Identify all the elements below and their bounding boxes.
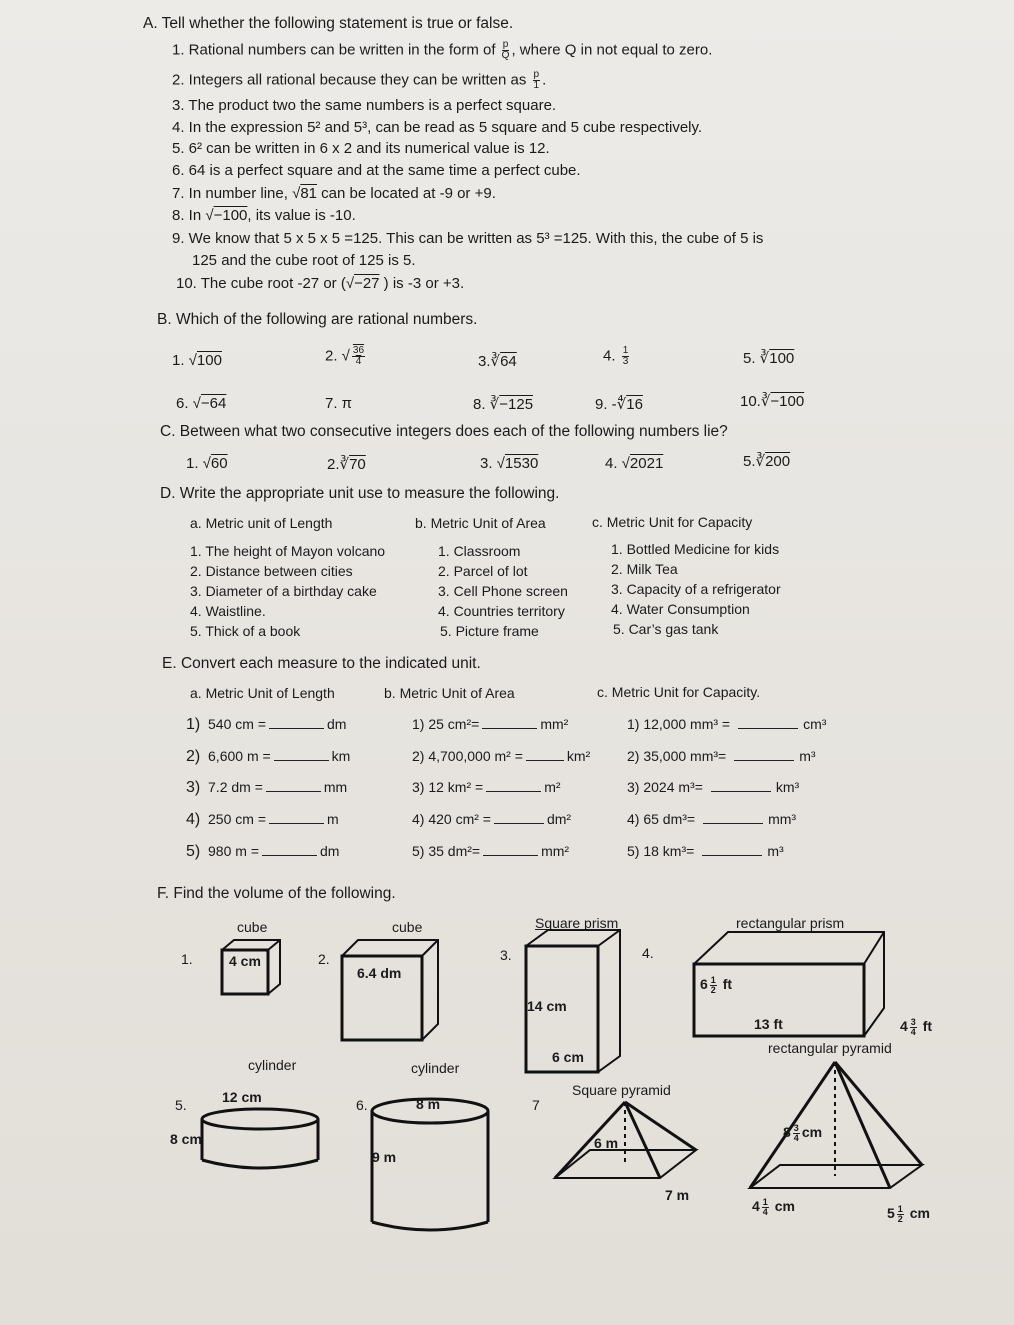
e-col-b-title: b. Metric Unit of Area: [384, 685, 515, 701]
e-b-row-3: 3) 12 km² = m²: [412, 779, 561, 795]
fig3-number: 3.: [500, 947, 512, 963]
fig3-width: 6 cm: [552, 1049, 584, 1065]
d-b-item-5: 5. Picture frame: [440, 623, 539, 639]
fig4-title: rectangular prism: [736, 915, 845, 931]
section-a-header: A. Tell whether the following statement is true or false.: [143, 15, 514, 32]
d-b-item-4: 4. Countries territory: [438, 603, 565, 619]
e-a-row-4: 4) 250 cm = m: [186, 811, 339, 828]
a-item-3: 3. The product two the same numbers is a perfect square.: [172, 97, 557, 114]
d-b-item-3: 3. Cell Phone screen: [438, 583, 568, 599]
e-b-row-1: 1) 25 cm²= mm²: [412, 716, 569, 732]
e-col-a-title: a. Metric Unit of Length: [190, 685, 335, 701]
d-a-item-2: 2. Distance between cities: [190, 563, 353, 579]
b-item-6: 6. √−64: [176, 395, 227, 412]
a-item-4: 4. In the expression 5² and 5³, can be read as 5 square and 5 cube respectively.: [172, 119, 703, 136]
a-item-1: 1. Rational numbers can be written in the form of $\frac{p}{Q}$ , where Q in not equal to zero.: [172, 39, 713, 61]
c-item-2: 2.∛70: [327, 456, 366, 473]
a-item-7: 7. In number line, √81 can be located at -9 or +9.: [172, 185, 496, 202]
e-c-row-4: 4) 65 dm³= mm³: [627, 811, 797, 827]
b-item-1: 1. √100: [172, 352, 222, 369]
fig5-number: 5.: [175, 1097, 187, 1113]
d-c-item-4: 4. Water Consumption: [611, 601, 750, 617]
e-c-row-5: 5) 18 km³= m³: [627, 843, 784, 859]
section-c-header: C. Between what two consecutive integers does each of the following numbers lie?: [160, 423, 728, 440]
d-c-item-3: 3. Capacity of a refrigerator: [611, 581, 781, 597]
fig4-height: 6 $\frac{1}{2}$ ft: [700, 975, 733, 995]
fig1-dim: 4 cm: [229, 953, 261, 969]
fig8-width: 4 $\frac{1}{4}$ cm: [752, 1197, 795, 1217]
fig4-width: 4 $\frac{3}{4}$ ft: [900, 1017, 933, 1037]
fig8-length: 5 $\frac{1}{2}$ cm: [887, 1204, 930, 1224]
e-col-c-title: c. Metric Unit for Capacity.: [597, 684, 761, 700]
fig2-dim: 6.4 dm: [357, 965, 402, 981]
b-item-8: 8. ∛−125: [473, 396, 534, 413]
d-a-item-3: 3. Diameter of a birthday cake: [190, 583, 377, 599]
fig5-title: cylinder: [248, 1057, 297, 1073]
c-item-3: 3. √1530: [480, 455, 539, 472]
fig6-height: 9 m: [372, 1149, 397, 1165]
fig3-title: Square prism: [535, 915, 619, 931]
fig7-number: 7: [532, 1097, 540, 1113]
d-col-a-title: a. Metric unit of Length: [190, 515, 333, 531]
c-item-1: 1. √60: [186, 455, 228, 472]
fig5-diameter: 12 cm: [222, 1089, 262, 1105]
fig6-title: cylinder: [411, 1060, 460, 1076]
a-item-10: 10. The cube root -27 or (√−27 ) is -3 or +3.: [176, 275, 465, 292]
d-a-item-4: 4. Waistline.: [190, 603, 266, 619]
b-item-4: 4. $\frac{1}{3}$: [603, 345, 629, 367]
fig8-height: 8 $\frac{3}{4}$ cm: [783, 1123, 823, 1143]
fig7-height: 6 m: [594, 1135, 619, 1151]
fig3-height: 14 cm: [527, 998, 567, 1014]
a-item-5: 5. 6² can be written in 6 x 2 and its numerical value is 12.: [172, 140, 550, 157]
e-a-row-3: 3) 7.2 dm = mm: [186, 779, 348, 796]
d-b-item-1: 1. Classroom: [438, 543, 521, 559]
rectangular-pyramid-drawing: [750, 1062, 922, 1188]
a-item-9-cont: 125 and the cube root of 125 is 5.: [192, 252, 416, 269]
b-item-10: 10.∛−100: [740, 393, 805, 410]
fig1-number: 1.: [181, 951, 193, 967]
d-col-b-title: b. Metric Unit of Area: [415, 515, 546, 531]
d-a-item-1: 1. The height of Mayon volcano: [190, 543, 386, 559]
c-item-5: 5.∛200: [743, 453, 791, 470]
e-b-row-5: 5) 35 dm²= mm²: [412, 843, 570, 859]
a-item-9: 9. We know that 5 x 5 x 5 =125. This can be written as 5³ =125. With this, the cube of 5 is: [172, 230, 764, 247]
b-item-2: 2. √ $\frac{36}{4}$: [325, 345, 365, 367]
b-item-3: 3.∛64: [478, 353, 517, 370]
fig2-number: 2.: [318, 951, 330, 967]
e-c-row-1: 1) 12,000 mm³ = cm³: [627, 716, 827, 732]
b-item-5: 5. ∛100: [743, 350, 795, 367]
section-e-header: E. Convert each measure to the indicated unit.: [162, 655, 481, 672]
section-f-header: F. Find the volume of the following.: [157, 885, 396, 902]
fig7-base: 7 m: [665, 1187, 690, 1203]
fig6-number: 6.: [356, 1097, 368, 1113]
d-c-item-5: 5. Car’s gas tank: [613, 621, 719, 637]
section-b-header: B. Which of the following are rational numbers.: [157, 311, 478, 328]
square-pyramid-drawing: [555, 1102, 696, 1178]
a-item-8: 8. In √−100, its value is -10.: [172, 207, 356, 224]
e-a-row-1: 1) 540 cm = dm: [186, 716, 347, 733]
fig8-title: rectangular pyramid: [768, 1040, 892, 1056]
fig1-title: cube: [237, 919, 268, 935]
fig6-diameter: 8 m: [416, 1096, 441, 1112]
d-a-item-5: 5. Thick of a book: [190, 623, 301, 639]
section-d-header: D. Write the appropriate unit use to measure the following.: [160, 485, 560, 502]
e-c-row-2: 2) 35,000 mm³= m³: [627, 748, 816, 764]
b-item-7: 7. π: [325, 395, 353, 412]
e-b-row-4: 4) 420 cm² = dm²: [412, 811, 572, 827]
fig4-length: 13 ft: [754, 1016, 783, 1032]
e-c-row-3: 3) 2024 m³= km³: [627, 779, 800, 795]
d-b-item-2: 2. Parcel of lot: [438, 563, 528, 579]
d-col-c-title: c. Metric Unit for Capacity: [592, 514, 753, 530]
a-item-2: 2. Integers all rational because they can be written as $\frac{p}{1}$ .: [172, 69, 547, 91]
fig2-title: cube: [392, 919, 423, 935]
cylinder-5-drawing: [202, 1109, 318, 1168]
fig5-height: 8 cm: [170, 1131, 202, 1147]
d-c-item-2: 2. Milk Tea: [611, 561, 678, 577]
e-a-row-2: 2) 6,600 m = km: [186, 748, 351, 765]
d-c-item-1: 1. Bottled Medicine for kids: [611, 541, 780, 557]
c-item-4: 4. √2021: [605, 455, 664, 472]
a-item-6: 6. 64 is a perfect square and at the same time a perfect cube.: [172, 162, 581, 179]
fig7-title: Square pyramid: [572, 1082, 671, 1098]
e-b-row-2: 2) 4,700,000 m² = km²: [412, 748, 591, 764]
fig4-number: 4.: [642, 945, 654, 961]
cube-2-drawing: [342, 940, 438, 1040]
b-item-9: 9. -∜16: [595, 396, 643, 413]
e-a-row-5: 5) 980 m = dm: [186, 843, 340, 860]
